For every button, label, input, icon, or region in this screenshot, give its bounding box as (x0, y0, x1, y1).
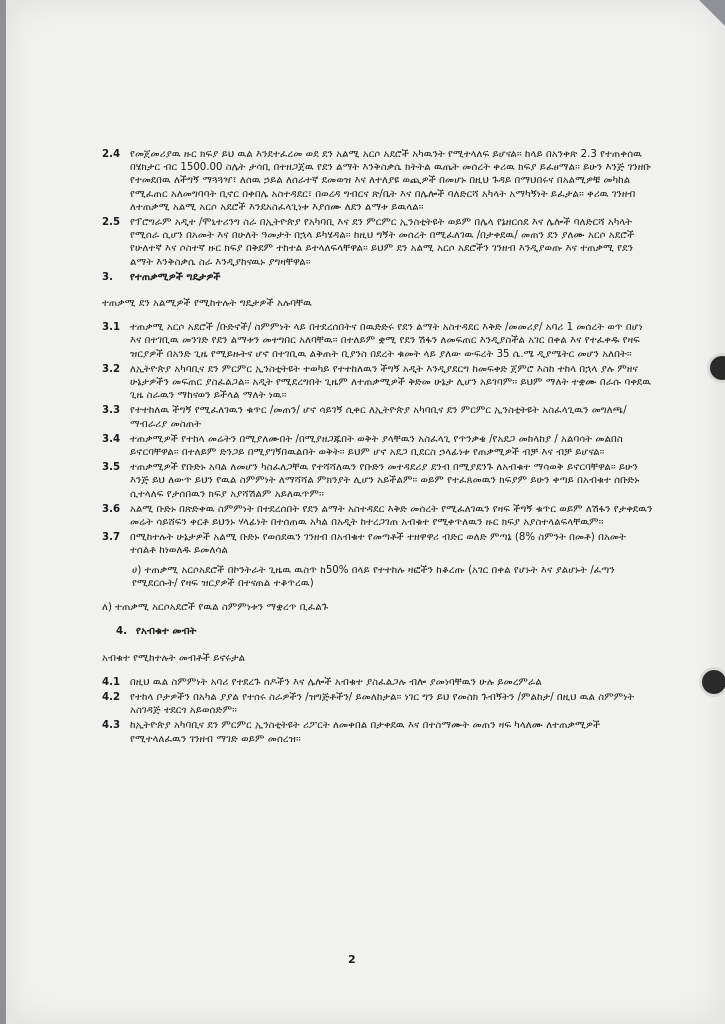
section-4-intro: አብቁተ የሚከተሉት መብቶች ይኖሩታል (102, 652, 246, 664)
clause-3-7: 3.7 በሚከተሉት ሁኔታዎች አልሚ ቡድኑ የወሰደዉን ገንዘብ በአብቁተ የመጣቶች ተዘዋዋሪ ብድር ወለድ ምጣኔ (8% ስምንት በመቶ) በአመት ተሰልቶ ከነወለዱ ይመለሳል (102, 532, 627, 557)
punch-hole-top (710, 356, 725, 380)
clause-3-6: 3.6 አልሚ ቡድኑ በጽድቀዉ ስምምነት በተደረሰበት የደን ልማት አስተዳደር እቅድ መሰረት የሚፈለገዉን የዛፍ ችግኝ ቁጥር ወይም ለሽፋን የታቀደዉን መሬት ሳይሸፍን ቀርቶ ይህንኑ ሃላፊነት በተሰጠዉ አካል በአዲት ከተረጋገጠ አብቁተ የሚቀጥለዉን ዙር ክፍያ አያስተላልፍላቸዉም፡፡ (102, 503, 653, 529)
clause-3-3: 3.3 የተተከለዉ ችግኝ የሚፈለገዉን ቁጥር /መጠን/ ሆኖ ሳይገኝ ሲቀር ለኢትዮጵያ አካባቢና ደን ምርምር ኢንስቲትዩት አስፈላጊዉን መግለጫ/ማብራሪያ መስጠት (102, 405, 627, 430)
clause-text: የመጀመሪያዉ ዙር ክፍያ ይህ ዉል እንደተፈረመ ወደ ደን አልሚ አርሶ አደሮች አካዉንት የሚተላለፍ ይሆናል፡፡ ከላይ በአንቀጽ 2.3 የተጠቀሰዉ በሄክታር ብር 1500.00 ስሌት ታሳቢ በተዘጋጀዉ የደን ልማት እንቅስቃሴ ክትትል ዉጤት መሰረት ቀሪዉ ክፍያ ይፈፀማል፡፡ ይሁን እንጅ ገንዘቡ የተመደበዉ ለችግኝ ማጓጓዣ፣ ለሰዉ ኃይል ለሰራተኛ ደመወዝ እና ለተለያዩ ወጪዎች በመሆኑ በዚህ ጉዳይ በማህበሩና በአልሚዎቹ መካከል የሚፈጠር አለመግባባት ቢኖር በቀበሌ አስተዳደር፣ በወረዳ ግብርና ጽ/ቤት እና በሌሎች ባለድርሻ አካላት አማካኝነት ይፈታል፡፡ ቀሪዉ ገንዘብ ለተጠቃሚ አልሚ አርሶ አደሮች እንደአስፈላጊነቱ እያሰሙ ለደን ልማቱ ይዉላል፡፡ (130, 149, 652, 213)
document-body (102, 148, 654, 748)
clause-4-1: 4.1 በዚህ ዉል ስምምነት አባሪ የተደረጉ ሰዶችን እና ሌሎች አብቁተ ያስፈልጋሉ ብሎ ያመነባቸዉን ሁሉ ይመረምራል (102, 676, 542, 688)
clause-2-5 (102, 216, 654, 269)
clause-3-2: 3.2 ለኢትዮጵያ አካባቢና ደን ምርምር ኢንስቲትዩት ተወካይ የተተከለዉን ችግኝ አዲት እንዲያደርግ ከመፍቀድ ጀምሮ እስከ ተከላ በኋላ ያሉ ምዘና ሁኔታዎችን መፍጠር ያስፈልጋል፡፡ አዲት የሚደረግበት ጊዜም ለተጠቃሚዎች ቅድመ ሁኔታ ሊሆን አይገባም፡፡ ይህም ማለት ተቋሙ በራሱ ባቀደዉ ጊዜ ስራዉን ማከናወን ይችላል ማለት ነዉ፡፡ (102, 363, 652, 402)
sub-clause-b: ለ) ተጠቃሚ አርሶአደሮች የዉል ስምምነቱን ማቋረጥ ቢፈልጉ (102, 602, 329, 614)
page-number: 2 (348, 953, 356, 966)
clause-text: የፕሮግራም አዲተ /ሞኒተሪንግ ስራ በኢትዮጵያ የአካባቢ እና ደን ምርምር ኢንስቲትዩት ወይም በሌላ የኔዘርሰደ እና ሌሎች ባለድርሻ አካላት የሚሰራ ሲሆን በአመት እና በሁለት ዓመታት በኋላ ይካሄዳል፡፡ ከዚህ ግኝት መሰረት በሚፈለገዉ /በታቀደዉ/ መጠን ደን ያለሙ አርሶ አደሮች የሁለተኛ እና ሶስተኛ ዙር ክፍያ በቅደም ተከተል ይተላለፍላቸዋል፡፡ ይህም ደን አልሚ አርሶ አደሮችን ገንዘብ እንዲያወጡ እና ተጠቃሚ የደን ልማት እንቅስቃሴ ስራ እንዲያከናዉኑ ያግዛቸዋል፡፡ (130, 217, 635, 268)
folded-corner (699, 0, 725, 26)
section-3-intro: ተጠቃሚ ደን አልሚዎች የሚከተሉት ግዴታዎች አሉባቸዉ (102, 298, 312, 310)
clause-3-4: 3.4 ተጠቃሚዎች የተከላ መሬትን በሚያለሙበት /በሚያዘጋጁበት ወቅት ያላቸዉን አስፈላጊ የጥንቃቄ /የአደጋ መከላከያ / አልባሳት መልበስ ይኖርባቸዋል፡፡ በተለይም ድንጋይ በሚያገኝበዉልበት ወቅት፡፡ ይህም ሆኖ አደጋ ቢደርስ ኃላፊነቱ የጠቃሚዎች ብቻ እና ብቻ ይሆናል፡፡ (102, 433, 623, 459)
document-page (6, 0, 725, 1024)
clause-3-5: 3.5 ተጠቃሚዎች የቡድኑ አባል ለመሆን ካስፈለጋቸዉ የተሻሻለዉን የቡድን መተዳደሪያ ደንብ በሚያደንጉ ለአብቁተ ማሳወቅ ይኖርባቸዋል፡፡ ይሁን እንጅ ይህ ለውጥ ይህን የዉል ስምምነት ለማሻሻል ምክንያት ሊሆን አይችልም፡፡ ወይም የተፈጸመዉን ክፍያም ይሁን ቀጣይ በአብቁተ ሰቡድኑ ሲተላለፍ የታሰበዉን ክፍያ አያሻሽልም አይለዉጥም፡፡ (102, 462, 640, 500)
sub-clause-a: ሀ) ተጠቃሚ አርሶአደሮች በኮንትራት ጊዜዉ ዉስጥ ከ50% በላይ የተተከሉ ዛፎችን ከቆረጡ (አገር በቀል የሆኑት እና ያልሆኑት /ፈጣን የሚደርሱት/ የዛፍ ዝርያዎች በተናጠል ተቆጥረዉ) (132, 564, 615, 589)
punch-hole-bottom (702, 670, 725, 694)
clause-4-2: 4.2 የተከላ ቦታዎችን በአካል ያያል የተሰሩ ስራዎችን /ዝግጅቶችን/ ይመለከታል፡፡ ነገር ግን ይህ የመስክ ጉብኝትን /ምልከታ/ በዚህ ዉል ስምምነት አስገዳጅ ተደርጎ አይወሰድም፡፡ (102, 691, 635, 717)
section-3-heading: 3. የተጠቃሚዎች ግዴታዎች (102, 271, 221, 283)
clause-number: 2.5 (102, 217, 121, 229)
section-4-heading: 4. የአብቁተ መብት (116, 626, 197, 638)
clause-4-3: 4.3 ከኢትዮጵያ አካባቢና ደን ምርምር ኢንስቲትዩት ሪፖርት ለመቀበል በታቀደዉ እና በተስማሙት መጠን ዛፍ ካላለሙ ለተጠቃሚዎች የሚተላለፈዉን ገንዘብ ማገድ ወይም መሰረዝ፡፡ (102, 720, 601, 745)
clause-3-1: 3.1 ተጠቃሚ አርሶ አደሮች /ቡድኖች/ ስምምነት ላይ በተደረሰበትና በዉድድሩ የደን ልማት አስተዳደር እቅድ /መመሪያ/ አባሪ 1 መሰረት ወጥ በሆነ እና በተገቢዉ መንገድ የደን ልማቱን መተግበር አለባቸዉ፡፡ በተለይም ቋሚ የደን ሽፋን ለመፍጠር እንዲያስችል አገር በቀል እና የተፈቀዱ የዛፍ ዝርያዎች በአንድ ጊዜ የሚይዙትና ሆኖ በተገቢዉ ልቅጠት ቢያንስ በደረት ቁመት ላይ ያለው ውፍረት 35 ሴ.ሜ ዲያሜትር መሆን አለበት፡፡ (102, 322, 643, 360)
clause-2-4 (102, 148, 654, 214)
clause-number: 2.4 (102, 149, 121, 160)
